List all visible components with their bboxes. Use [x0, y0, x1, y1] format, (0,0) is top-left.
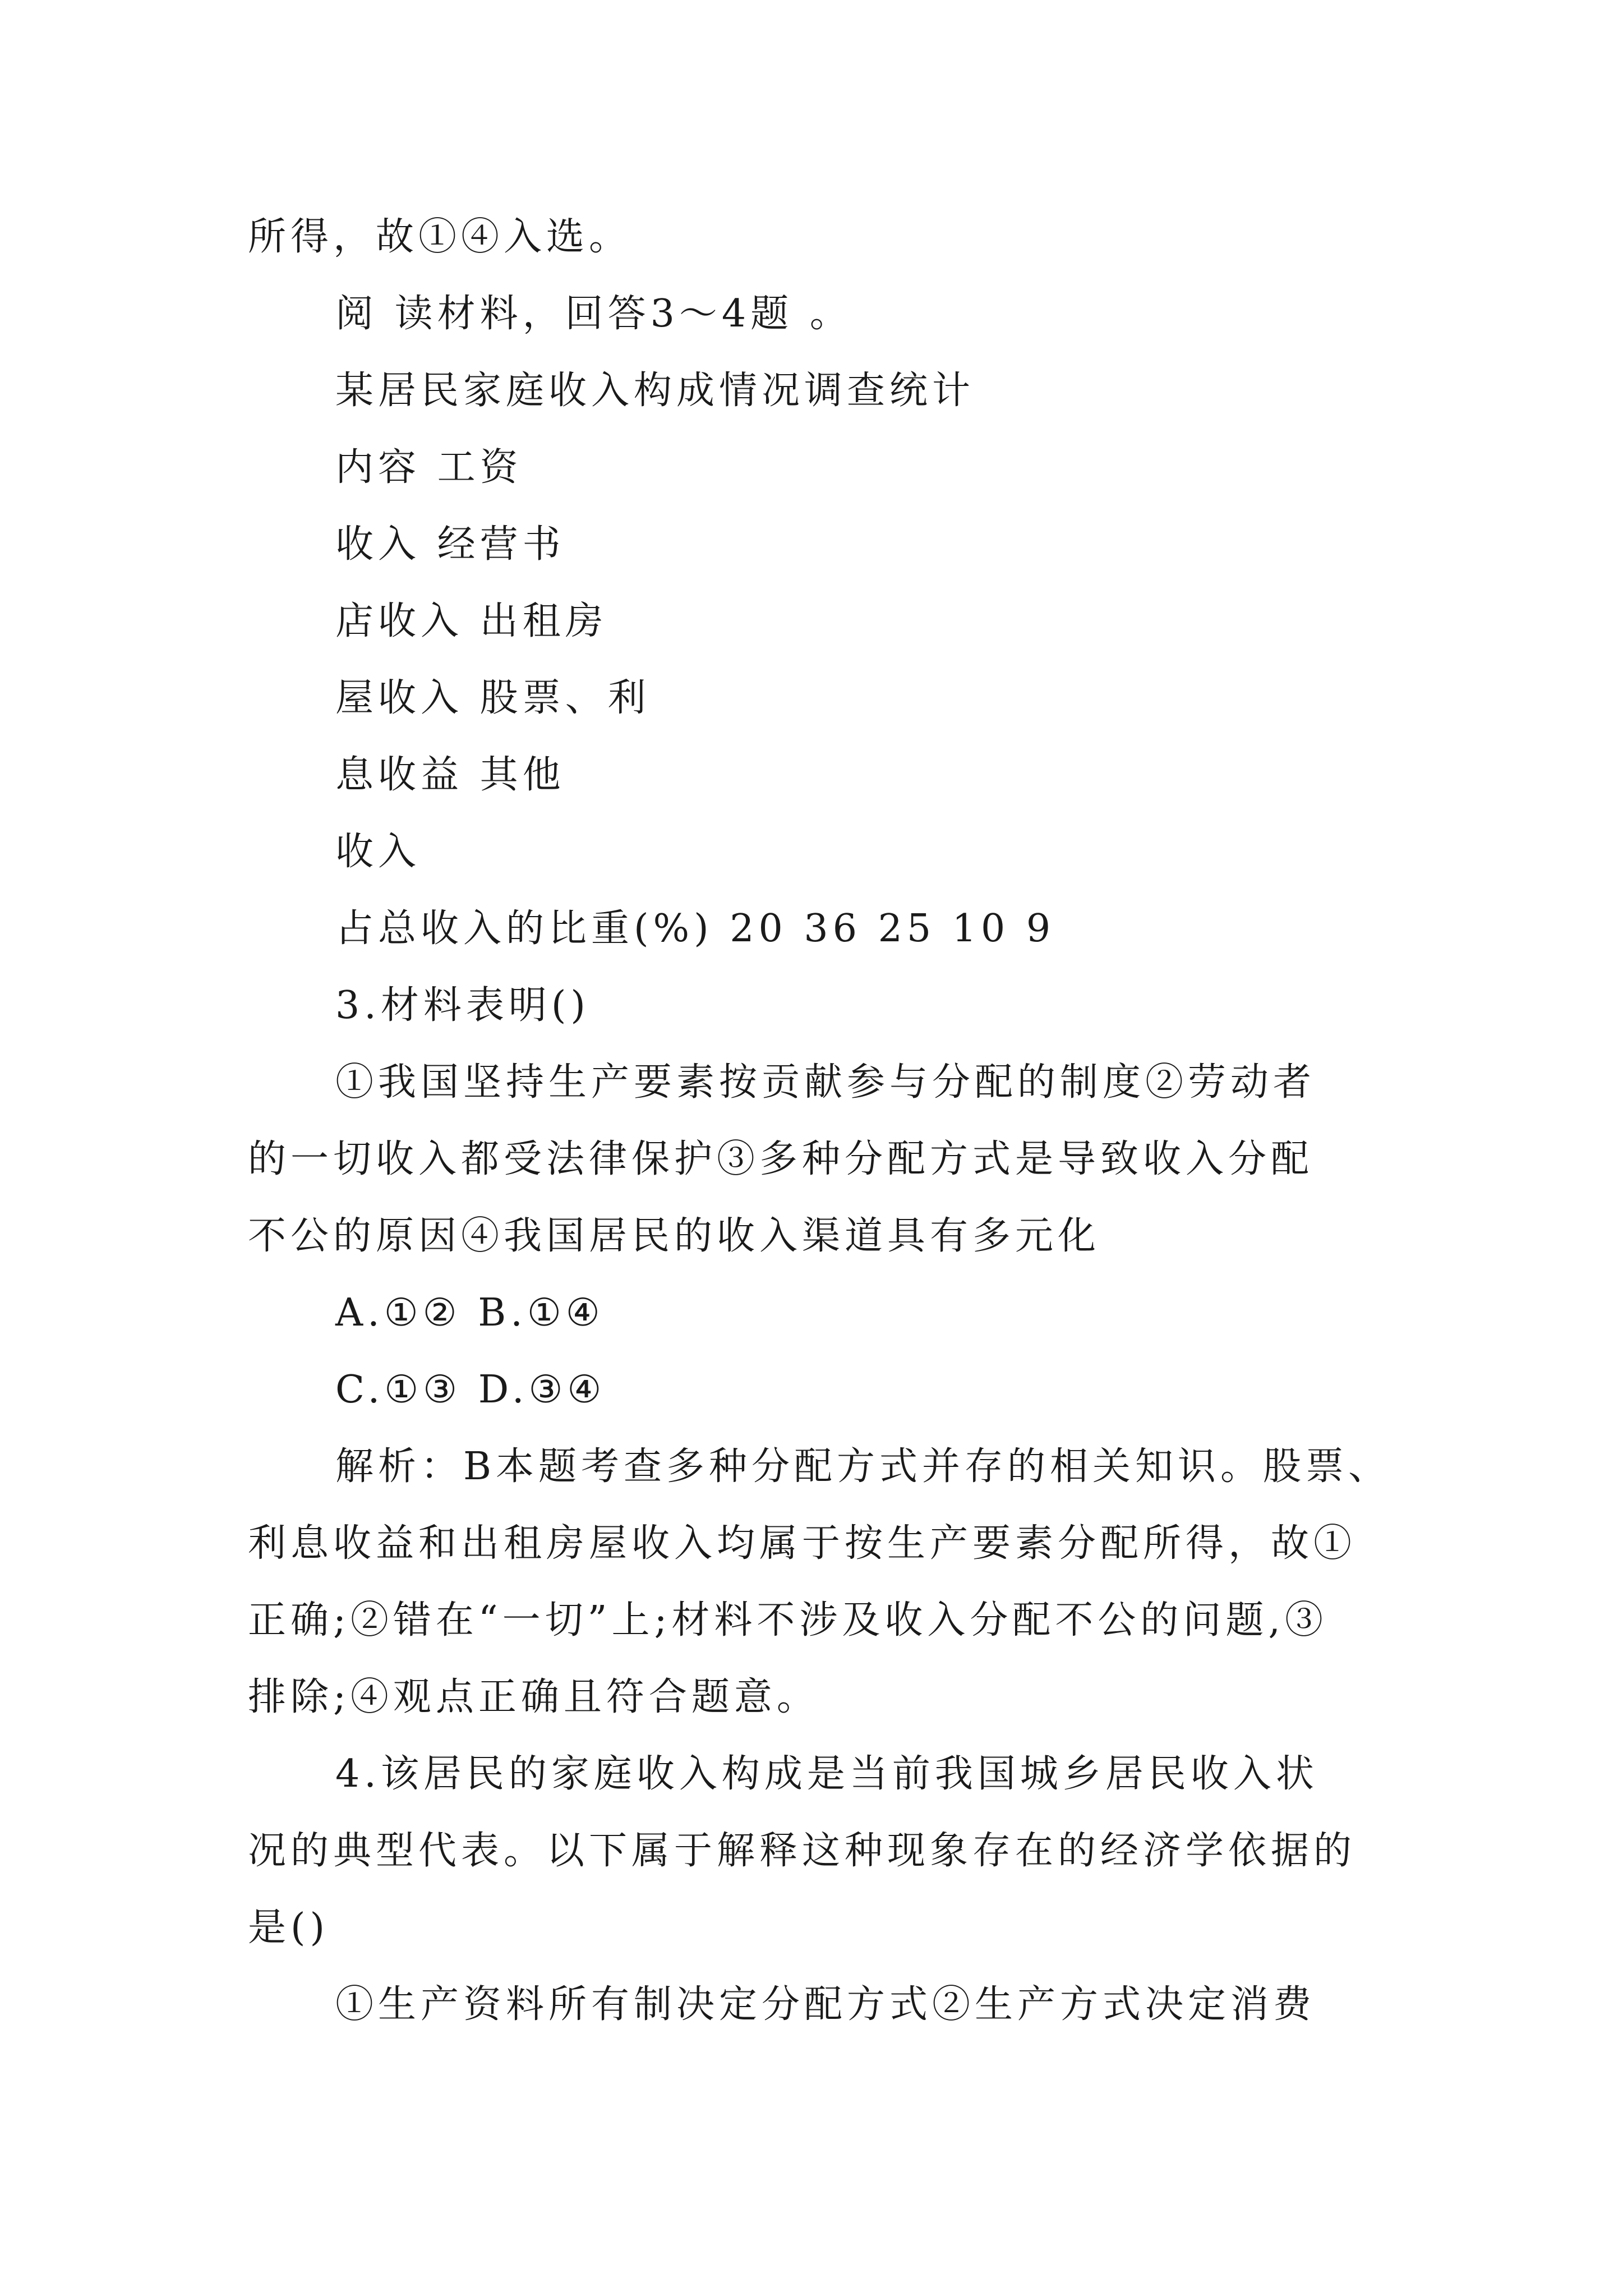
question-3-analysis: 解析：B本题考查多种分配方式并存的相关知识。股票、: [335, 1444, 1391, 1489]
question-3-stem: 3.材料表明(): [335, 983, 590, 1028]
text-line-table-row: 息收益 其他: [335, 753, 565, 797]
text-line-table-row: 屋收入 股票、利: [335, 676, 651, 720]
question-3-options-text: ①我国坚持生产要素按贡献参与分配的制度②劳动者: [335, 1060, 1316, 1105]
question-3-options-text: 的一切收入都受法律保护③多种分配方式是导致收入分配: [248, 1137, 1314, 1181]
question-4-stem: 4.该居民的家庭收入构成是当前我国城乡居民收入状: [335, 1752, 1318, 1796]
question-3-options-text: 不公的原因④我国居民的收入渠道具有多元化: [248, 1214, 1101, 1258]
question-3-analysis: 正确;②错在“一切”上;材料不涉及收入分配不公的问题,③: [248, 1598, 1327, 1642]
text-line-table-row: 内容 工资: [335, 445, 523, 490]
question-3-choices-ab: A.①② B.①④: [335, 1291, 605, 1335]
text-line-table-title: 某居民家庭收入构成情况调查统计: [335, 369, 975, 413]
text-line-reading-instruction: 阅 读材料，回答3～4题 。: [335, 292, 852, 336]
question-3-choices-cd: C.①③ D.③④: [335, 1368, 606, 1412]
question-3-analysis: 利息收益和出租房屋收入均属于按生产要素分配所得，故①: [248, 1521, 1357, 1566]
question-3-analysis: 排除;④观点正确且符合题意。: [248, 1675, 819, 1719]
text-line-table-row: 收入: [335, 830, 421, 874]
question-4-stem: 是(): [248, 1906, 330, 1950]
text-line-table-row: 收入 经营书: [335, 522, 565, 567]
text-line-continuation: 所得，故①④入选。: [248, 215, 632, 259]
text-line-table-row: 店收入 出租房: [335, 599, 608, 643]
question-4-options-text: ①生产资料所有制决定分配方式②生产方式决定消费: [335, 1982, 1316, 2027]
question-4-stem: 况的典型代表。以下属于解释这种现象存在的经济学依据的: [248, 1829, 1357, 1873]
text-line-table-values: 占总收入的比重(%) 20 36 25 10 9: [335, 907, 1055, 951]
